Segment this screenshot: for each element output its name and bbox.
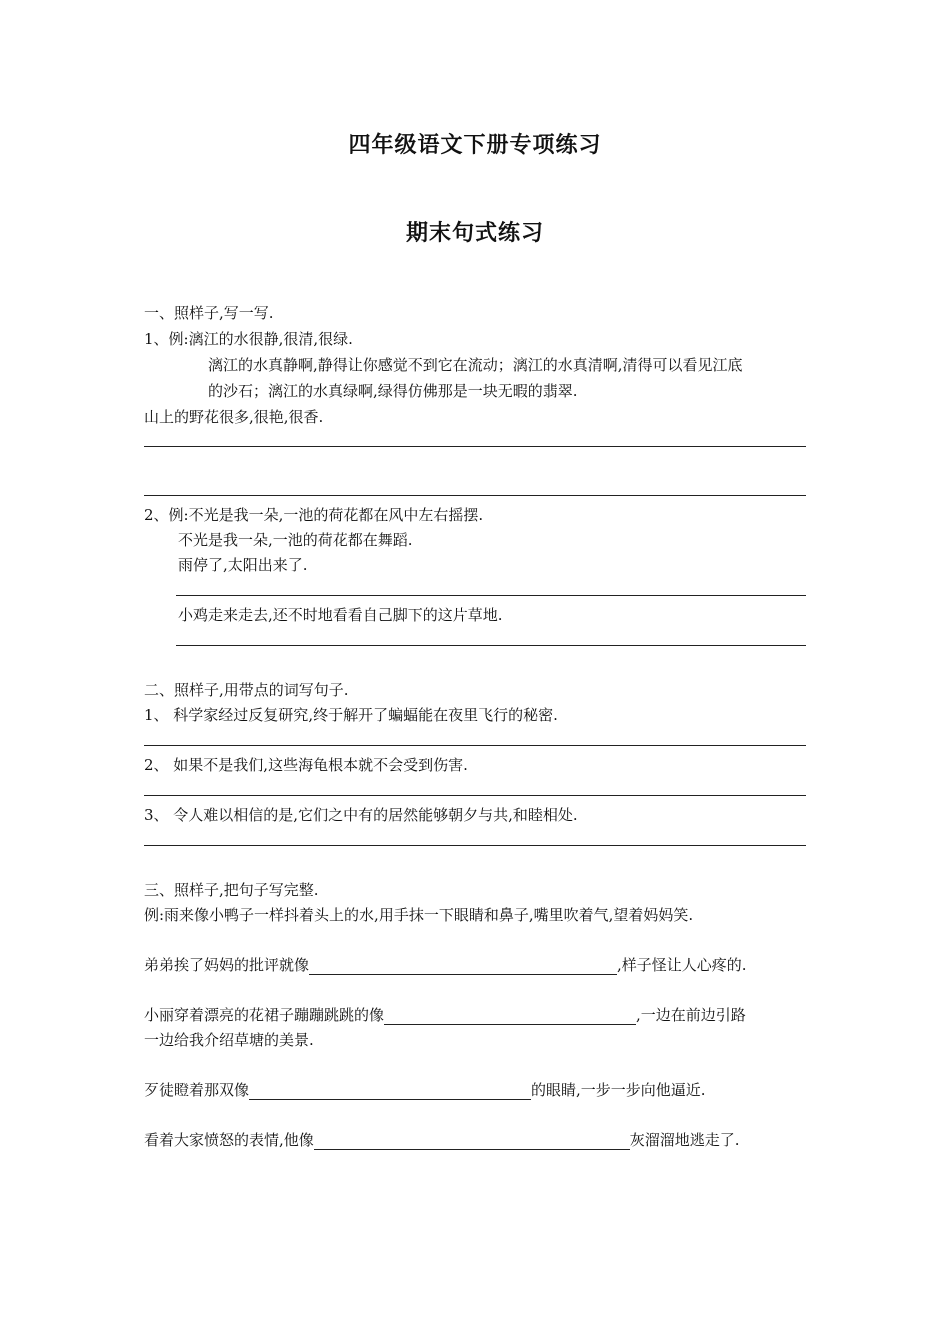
answer-line-q1-b[interactable] [144, 495, 806, 496]
s3-example: 例:雨来像小鸭子一样抖着头上的水,用手抹一下眼睛和鼻子,嘴里吹着气,望着妈妈笑. [144, 906, 694, 924]
s3-item-2-after: ,一边在前边引路 [636, 1006, 746, 1024]
s3-item-4-before: 看着大家愤怒的表情,他像 [144, 1131, 314, 1149]
q2-example: 2、例:不光是我一朵,一池的荷花都在风中左右摇摆. [144, 506, 484, 524]
q2-model: 不光是我一朵,一池的荷花都在舞蹈. [178, 531, 413, 549]
q2-task1: 雨停了,太阳出来了. [178, 556, 308, 574]
page-title: 四年级语文下册专项练习 [348, 133, 602, 158]
s3-item-3-before: 歹徒瞪着那双像 [144, 1081, 250, 1099]
s3-item-4-after: 灰溜溜地逃走了. [629, 1131, 740, 1149]
answer-line-s2-2[interactable] [144, 795, 806, 796]
s3-item-1-blank[interactable] [309, 958, 617, 975]
section1-heading: 一、照样子,写一写. [144, 304, 274, 322]
q1-example: 1、例:漓江的水很静,很清,很绿. [144, 330, 353, 348]
s2-item-3: 3、 令人难以相信的是,它们之中有的居然能够朝夕与共,和睦相处. [144, 806, 578, 824]
s2-item-1: 1、 科学家经过反复研究,终于解开了蝙蝠能在夜里飞行的秘密. [144, 706, 558, 724]
s3-item-4-blank[interactable] [314, 1133, 630, 1150]
s3-item-3 [144, 1080, 706, 1100]
section3-heading: 三、照样子,把句子写完整. [144, 881, 319, 899]
s3-item-1-after: ,样子怪让人心疼的. [617, 956, 747, 974]
s3-item-2-before: 小丽穿着漂亮的花裙子蹦蹦跳跳的像 [144, 1006, 385, 1024]
s3-item-1 [144, 955, 747, 975]
s3-item-3-after: 的眼睛,一步一步向他逼近. [531, 1081, 706, 1099]
s3-item-2-blank[interactable] [384, 1008, 636, 1025]
answer-line-s2-1[interactable] [144, 745, 806, 746]
q1-model-line1: 漓江的水真静啊,静得让你感觉不到它在流动；漓江的水真清啊,清得可以看见江底 [208, 356, 743, 374]
q2-task2: 小鸡走来走去,还不时地看看自己脚下的这片草地. [178, 606, 503, 624]
page-subtitle: 期末句式练习 [405, 221, 544, 246]
section2-heading: 二、照样子,用带点的词写句子. [144, 681, 349, 699]
answer-line-q2-task2[interactable] [176, 645, 806, 646]
answer-line-q2-task1[interactable] [176, 595, 806, 596]
s3-item-1-before: 弟弟挨了妈妈的批评就像 [144, 956, 310, 974]
s3-item-2-continuation: 一边给我介绍草塘的美景. [144, 1031, 314, 1049]
s3-item-4 [144, 1130, 740, 1150]
answer-line-q1-a[interactable] [144, 446, 806, 447]
s3-item-3-blank[interactable] [249, 1083, 531, 1100]
s3-item-2 [144, 1005, 746, 1025]
q1-task: 山上的野花很多,很艳,很香. [144, 408, 324, 426]
q1-model-line2: 的沙石；漓江的水真绿啊,绿得仿佛那是一块无暇的翡翠. [208, 382, 578, 400]
answer-line-s2-3[interactable] [144, 845, 806, 846]
s2-item-2: 2、 如果不是我们,这些海龟根本就不会受到伤害. [144, 756, 468, 774]
